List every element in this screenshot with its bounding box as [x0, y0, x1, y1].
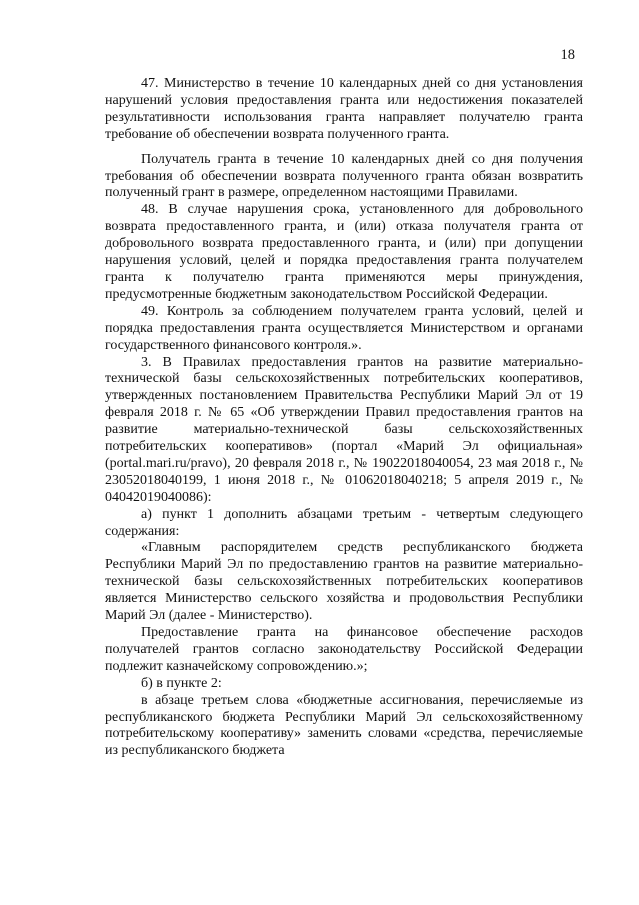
document-body [105, 76, 583, 760]
paragraph-47-return: Получатель гранта в течение 10 календарных дней со дня получения требования об обеспечении возврата полученного гранта обязан возвратить полученный грант в размере, определенном настоящими Правилами. [105, 151, 583, 201]
page-number: 18 [560, 47, 575, 63]
paragraph-quote-main-administrator: «Главным распорядителем средств республиканского бюджета Республики Марий Эл по предоставлению грантов на развитие материально-технической базы сельскохозяйственных потребительских кооперативов является Министерство сельского хозяйства и продовольствия Республики Марий Эл (далее - Министерство). [105, 540, 583, 624]
paragraph-treasury-support: Предоставление гранта на финансовое обеспечение расходов получателей грантов согласно законодательству Российской Федерации подлежит казначейскому сопровождению.»; [105, 625, 583, 674]
paragraph-b: б) в пункте 2: [141, 675, 222, 691]
paragraph-49: 49. Контроль за соблюдением получателем гранта условий, целей и порядка предоставления гранта осуществляется Министерством и органами государственного финансового контроля.». [105, 303, 583, 353]
paragraph-third-abzac: в абзаце третьем слова «бюджетные ассигнования, перечисляемые из республиканского бюджета Республики Марий Эл сельскохозяйственному потребительскому кооперативу» заменить словами «средства, перечисляемые из республиканского бюджета [105, 692, 583, 759]
paragraph-3-rules: 3. В Правилах предоставления грантов на развитие материально-технической базы сельскохозяйственных потребительских кооперативов, утвержденных постановлением Правительства Республики Марий Эл от 19 февраля 2018 г. № 65 «Об утверждении Правил предоставления грантов на развитие материально-технической базы сельскохозяйственных потребительских кооперативов» (портал «Марий Эл официальная» (portal.mari.ru/pravo), 20 февраля 2018 г., № 19022018040054, 23 мая 2018 г., № 23052018040199, 1 июня 2018 г., № 01062018040218; 5 апреля 2019 г., № 04042019040086): [105, 354, 583, 505]
paragraph-a: а) пункт 1 дополнить абзацами третьим - четвертым следующего содержания: [105, 506, 583, 539]
paragraph-47: 47. Министерство в течение 10 календарных дней со дня установления нарушений условия предоставления гранта или недостижения показателей результативности использования гранта направляет получателю гранта требование об обеспечении возврата полученного гранта. [105, 76, 583, 142]
paragraph-48: 48. В случае нарушения срока, установленного для добровольного возврата предоставленного гранта, и (или) отказа получателя гранта от добровольного возврата предоставленного гранта, и (или) при допущении нарушения условий, целей и порядка предоставления гранта получателем гранта к получателю гранта применяются меры принуждения, предусмотренные бюджетным законодательством Российской Федерации. [105, 202, 583, 302]
